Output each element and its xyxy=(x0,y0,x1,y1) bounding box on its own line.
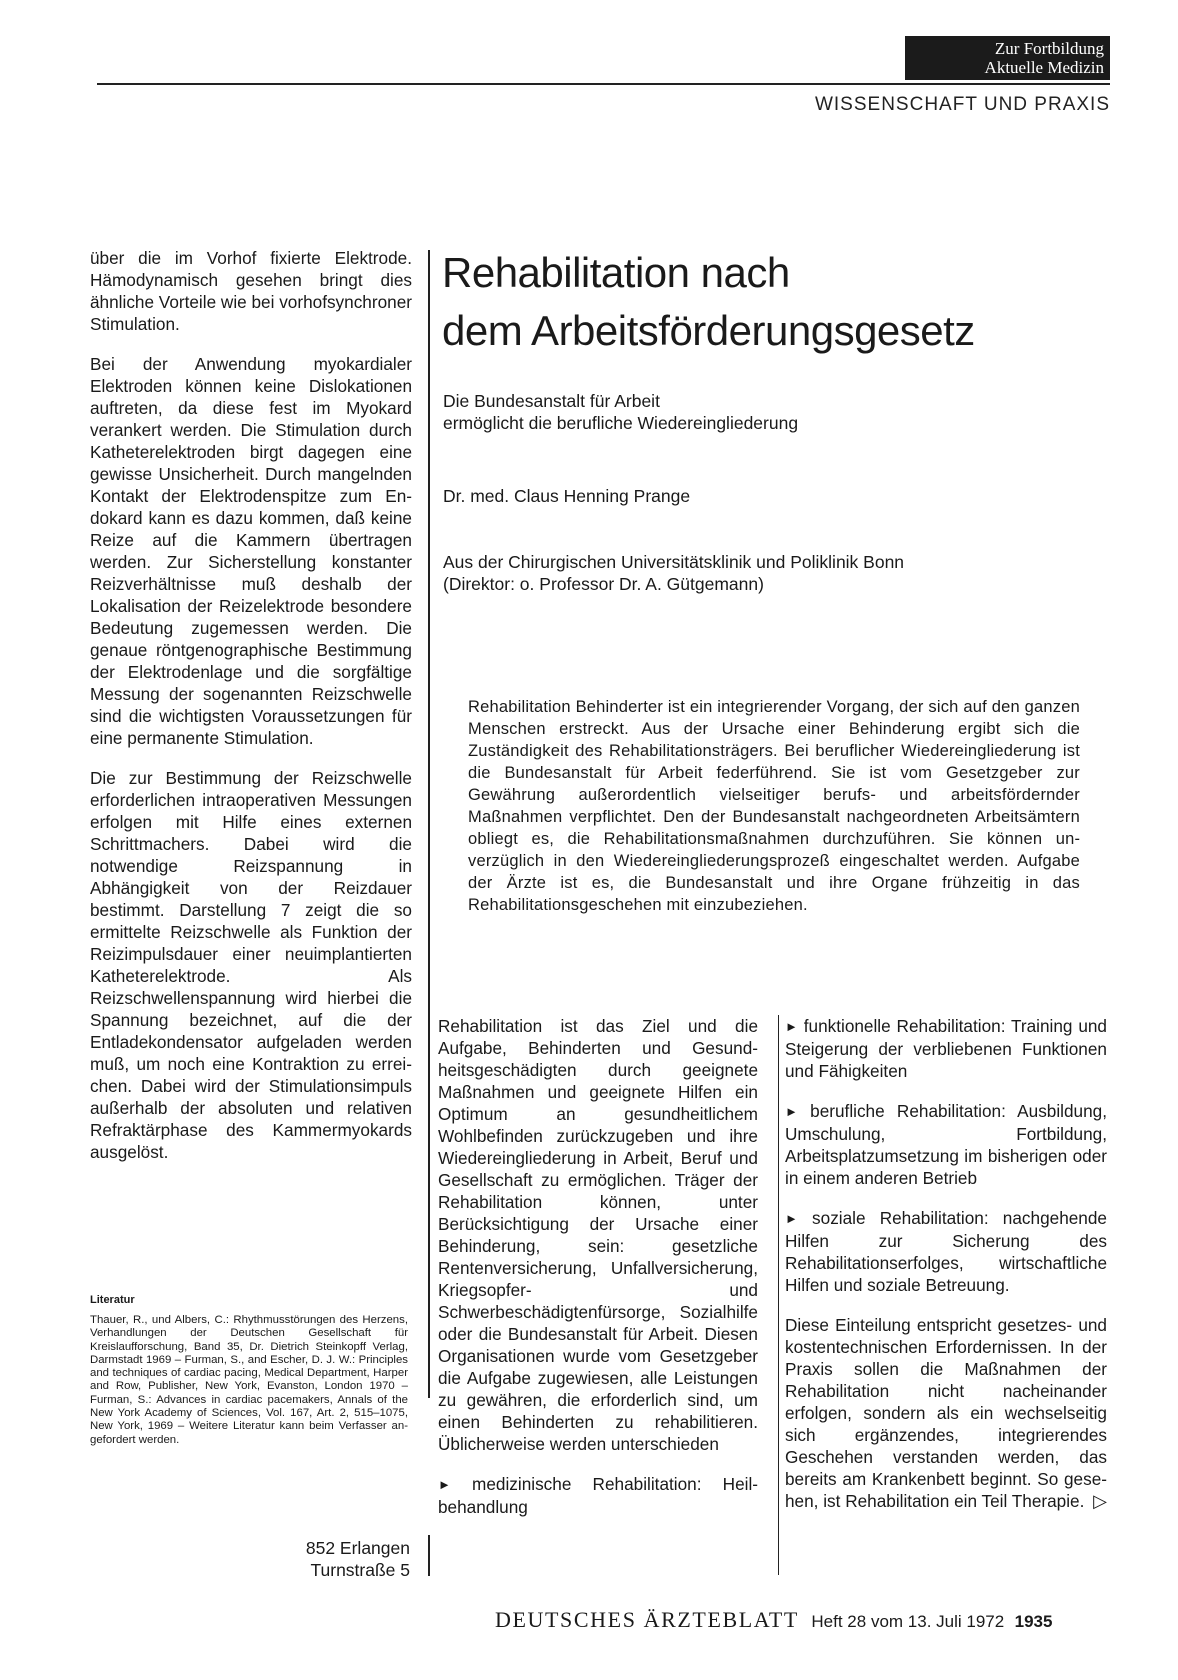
section-badge xyxy=(905,36,1110,80)
bullet-arrow-icon: ► xyxy=(785,1104,798,1119)
article-title xyxy=(442,244,975,360)
article-subtitle xyxy=(443,390,798,434)
middle-bullet-text: medizinische Rehabilitation: Heilbehandlung xyxy=(438,1474,758,1517)
page-footer xyxy=(495,1607,1052,1633)
right-bullet-2-text: berufliche Rehabilitation: Ausbildung, Umschulung, Fortbildung, Arbeitsplatzumsetzung im bisherigen oder in einem anderen Betrieb xyxy=(785,1101,1107,1188)
middle-bullet xyxy=(438,1473,758,1518)
column-rule-left-bottom xyxy=(428,1535,430,1576)
subtitle-line-1: Die Bundesanstalt für Arbeit xyxy=(443,391,660,411)
literatur-heading: Literatur xyxy=(90,1294,135,1306)
section-label: WISSENSCHAFT UND PRAXIS xyxy=(814,94,1110,115)
journal-name: DEUTSCHES ÄRZTEBLATT xyxy=(495,1607,799,1632)
article-author: Dr. med. Claus Henning Prange xyxy=(443,486,691,506)
right-bullet-1 xyxy=(785,1015,1107,1082)
left-column xyxy=(90,247,412,1181)
right-bullet-1-text: funktionelle Rehabilitation: Training und Steigerung der verbliebenen Funktionen und Fähigkeiten xyxy=(785,1016,1107,1081)
right-bullet-3-text: soziale Rehabilitation: nachgehende Hilfen zur Sicherung des Rehabilitationserfolges, wirtschaftliche Hilfen und soziale Betreuung. xyxy=(785,1208,1107,1295)
badge-line-2: Aktuelle Medizin xyxy=(984,58,1104,77)
article-affiliation xyxy=(443,551,904,595)
right-bullet-3 xyxy=(785,1207,1107,1296)
bullet-arrow-icon: ► xyxy=(785,1211,798,1226)
subtitle-line-2: ermöglicht die berufliche Wiedereingliederung xyxy=(443,413,799,433)
left-paragraph-3: Die zur Bestimmung der Reizschwelle erforderlichen intraoperativen Messungen erfolgen mit Hilfe eines externen Schrittmachers. Dabei wird die notwendige Reizspannung in Abhängigkeit von der Reizdauer bestimmt. Darstellung 7 zeigt die so ermittelte Reizschwelle als Funktion der Reizimpulsdauer einer neuimplantierten Katheterelektrode. Als Reizschwellenspannung wird hierbei die Spannung bezeichnet, auf die der Entladekondensator aufgeladen werden muß, um noch eine Kontraktion zu erreichen. Dabei wird der Stimulationsimpuls außerhalb der absoluten und relativen Refraktärphase des Kammermyokards ausgelöst. xyxy=(90,768,412,1162)
affiliation-line-2: (Direktor: o. Professor Dr. A. Gütgemann) xyxy=(443,574,764,594)
right-paragraph xyxy=(785,1314,1107,1512)
address-line-2: Turnstraße 5 xyxy=(310,1560,410,1580)
column-rule-left xyxy=(428,250,430,1398)
bullet-arrow-icon: ► xyxy=(438,1477,451,1492)
bullet-arrow-icon: ► xyxy=(785,1019,798,1034)
right-column xyxy=(785,1015,1107,1530)
address-line-1: 852 Erlangen xyxy=(305,1538,410,1558)
affiliation-line-1: Aus der Chirurgischen Universitätsklinik und Poliklinik Bonn xyxy=(443,552,905,572)
continue-arrow-icon: ▷ xyxy=(1093,1491,1107,1511)
middle-column xyxy=(438,1015,758,1536)
article-abstract: Rehabilitation Behinderter ist ein integrierender Vorgang, der sich auf den ganzen Menschen erstreckt. Aus der Ursache einer Behinderung ergibt sich die Zuständigkeit des Rehabilitationsträgers. Bei beruflicher Wiedereingliederung ist die Bundesanstalt für Arbeit federführend. Sie ist vom Gesetzgeber zur Gewährung außerordentlich vielseitiger berufs- und arbeitsfördernder Maßnahmen verpflichtet. Den der Bundesanstalt nachgeordneten Arbeitsämtern obliegt es, die Rehabilitationsmaßnahmen durchzuführen. Sie können unverzüglich in den Wiedereingliederungsprozeß eingeschaltet werden. Aufgabe der Ärzte ist es, die Bundesanstalt und ihre Organe frühzeitig in das Rehabilitationsgeschehen mit einzubeziehen. xyxy=(468,698,1080,914)
literatur-text: Thauer, R., und Albers, C.: Rhythmusstörungen des Herzens, Verhandlungen der Deutschen Gesellschaft für Kreislaufforschung, Band 35, Dr. Dietrich Steinkopff Verlag, Darmstadt 1969 – Furman, S., and Escher, D. J. W.: Principles and techniques of cardiac pacing, Medical Department, Harper and Row, Publisher, New York, Evanston, London 1970 – Furman, S.: Advances in cardiac pacemakers, Annals of the New York Academy of Sciences, Vol. 167, Art. 2, 515–1075, New York, 1969 – Weitere Literatur kann beim Verfasser angefordert werden. xyxy=(90,1314,408,1446)
left-paragraph-2: Bei der Anwendung myokardialer Elektroden können keine Dislokationen auftreten, da diese fest im Myokard verankert werden. Die Stimulation durch Katheterelektroden birgt dagegen eine gewisse Unsicherheit. Durch mangelnden Kontakt der Elektrodenspitze zum Endokard kann es dazu kommen, daß keine Reize auf die Kammern übertragen werden. Zur Sicherstellung konstanter Reizverhältnisse muß deshalb der Lokalisation der Reizelektrode besondere Bedeutung zugemessen werden. Die genaue röntgenographische Bestimmung der Elektrodenlage und die sorgfältige Messung der sogenannten Reizschwelle sind die wichtigsten Voraussetzungen für eine permanente Stimulation. xyxy=(90,354,412,748)
author-address xyxy=(260,1537,410,1581)
right-paragraph-text: Diese Einteilung entspricht gesetzes- und kostentechnischen Erfordernissen. In der Praxis sollen die Maßnahmen der Rehabilitation nicht nacheinander erfolgen, sondern als ein wechselseitig sich ergänzendes, integrierendes Geschehen verstanden werden, das bereits am Krankenbett beginnt. So gesehen, ist Rehabilitation ein Teil Therapie. xyxy=(785,1315,1107,1511)
badge-line-1: Zur Fortbildung xyxy=(994,39,1104,58)
right-bullet-2 xyxy=(785,1100,1107,1189)
title-line-1: Rehabilitation nach xyxy=(442,249,790,296)
title-line-2: dem Arbeitsförderungsgesetz xyxy=(442,307,975,354)
issue-info: Heft 28 vom 13. Juli 1972 xyxy=(811,1612,1005,1631)
column-rule-middle xyxy=(778,1015,779,1575)
middle-paragraph: Rehabilitation ist das Ziel und die Aufgabe, Behinderten und Gesundheitsgeschädigten durch geeignete Maßnahmen und geeignete Hilfen ein Optimum an gesundheitlichem Wohlbefinden zurückzugeben und ihre Wiedereingliederung in Arbeit, Beruf und Gesellschaft zu ermöglichen. Träger der Rehabilitation können, unter Berücksichtigung der Ursache einer Behinderung, sein: gesetzliche Rentenversicherung, Unfallversicherung, Kriegsopfer- und Schwerbeschädigtenfürsorge, Sozialhilfe oder die Bundesanstalt für Arbeit. Diesen Organisationen wurde vom Gesetzgeber die Aufgabe zugewiesen, alle Leistungen zu gewähren, die erforderlich sind, um einen Behinderten zu rehabilitieren. Üblicherweise werden unterschieden xyxy=(438,1016,758,1454)
page-number: 1935 xyxy=(1014,1612,1053,1631)
header-rule xyxy=(97,83,1110,85)
left-paragraph-1: über die im Vorhof fixierte Elektrode. Hämodynamisch gesehen bringt dies ähnliche Vorteile wie bei vorhofsynchroner Stimulation. xyxy=(90,248,412,334)
